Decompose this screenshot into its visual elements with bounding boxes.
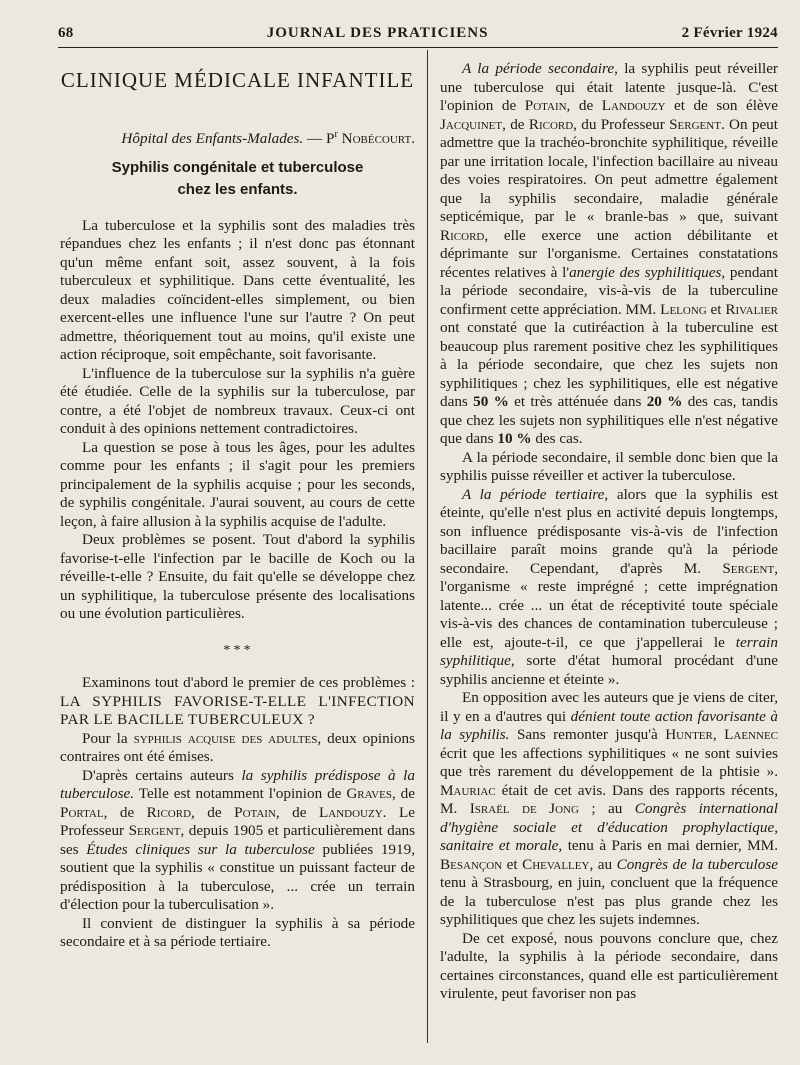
text-run: Sans remonter jusqu'à bbox=[509, 726, 666, 743]
paragraph: Deux problèmes se posent. Tout d'abord la syphilis favorise-t-elle l'infection par le bacille de Koch ou la réveille-t-elle ? Ensuite, du fait qu'elle se développe chez un syphilitique, la tuberculose présente des localisations ou une évolution particulières. bbox=[60, 531, 415, 623]
paragraph bbox=[440, 689, 778, 930]
bold-figure: 20 % bbox=[646, 393, 683, 410]
italic-run: dénient toute action favorisante à la syphilis. bbox=[440, 707, 779, 743]
text-run: , l'organisme « reste imprégné ; cette imprégnation latente... crée ... un état de réceptivité toute spéciale vis-à-vis des chances de contamination tuberculeuse ; elle est, ajoute-t-il, ce que j'appellerai le bbox=[440, 559, 778, 651]
text-run: Telle est notamment l'opinion de bbox=[134, 785, 347, 803]
professor-abbrev: r bbox=[334, 129, 338, 140]
text-run: . Le Professeur bbox=[60, 803, 415, 840]
text-run: publiées 1919, soutient que la syphilis « constitue un puissant facteur de prédisposition à la tuberculose, ... crée un terrain d'élection pour la tuberculisation ». bbox=[60, 840, 415, 914]
paragraph: De cet exposé, nous pouvons conclure que, chez l'adulte, la syphilis à la période secondaire, dans certaines circonstances, quand elle est particulièrement virulente, peut favoriser non pas bbox=[440, 929, 778, 1002]
author-ref: Besançon bbox=[440, 855, 503, 873]
italic-run: la syphilis prédispose à la tuberculose. bbox=[60, 766, 415, 803]
text-run: écrit que les affections syphilitiques « ne sont suivies que très rarement du développement de la phtisie ». bbox=[440, 744, 778, 780]
text-run: et très atténuée dans bbox=[508, 393, 647, 410]
author-ref: Chevalley bbox=[522, 855, 590, 873]
text-run: En opposition avec les auteurs que je viens de citer, il y en a d'autres qui bbox=[440, 689, 778, 725]
text-run: , bbox=[712, 726, 725, 743]
left-column bbox=[60, 58, 415, 1045]
text-run: , de bbox=[103, 803, 147, 821]
author-ref: Potain bbox=[524, 97, 567, 114]
text-run: , au bbox=[589, 855, 617, 873]
column-divider bbox=[427, 50, 428, 1043]
paragraph bbox=[440, 60, 778, 449]
text-run: et de son élève bbox=[665, 97, 778, 114]
text-run: , de bbox=[275, 803, 319, 821]
header-rule bbox=[58, 47, 778, 48]
text-run: , sorte d'état humoral procédant d'une syphilis ancienne et éteinte ». bbox=[440, 652, 778, 688]
author-ref: Landouzy bbox=[601, 97, 666, 114]
italic-run: Études cliniques sur la tuberculose bbox=[86, 840, 315, 858]
author-ref: Israël de Jong bbox=[469, 800, 579, 817]
hospital-dash: — P bbox=[303, 130, 335, 148]
text-run: , depuis 1905 et particulièrement dans ses bbox=[60, 822, 415, 858]
text-run: ont constaté que la cutiréaction à la tuberculine est beaucoup plus rarement positive chez les syphilitiques à la période secondaire, que chez les sujets non syphilitiques ; chez les syphilitiques, elle est négative dans bbox=[440, 319, 778, 410]
bold-figure: 50 % bbox=[473, 393, 509, 410]
text-run: et bbox=[706, 300, 726, 318]
paragraph: A la période secondaire, il semble donc bien que la syphilis puisse réveiller et activer la tuberculose. bbox=[440, 448, 778, 484]
text-run: ; au bbox=[578, 800, 635, 817]
italic-run: Congrès de la tuberculose bbox=[616, 855, 778, 873]
text-run: , de bbox=[391, 785, 415, 803]
author-ref: Graves bbox=[346, 785, 392, 803]
page-number: 68 bbox=[58, 24, 74, 41]
text-run: , tenu à Paris en mai dernier, MM. bbox=[558, 837, 778, 854]
text-run: , de bbox=[566, 97, 602, 114]
author-ref: Rivalier bbox=[725, 300, 779, 318]
italic-run: A la période secondaire bbox=[462, 60, 615, 77]
text-run: , deux opinions contraires ont été émises. bbox=[60, 729, 416, 766]
author-ref: Ricord bbox=[146, 803, 192, 821]
paragraph: La tuberculose et la syphilis sont des maladies très répandues chez les enfants ; il n'est donc pas étonnant qu'un même enfant soit, assez souvent, à la fois tuberculeux et syphilitique. Dans cette éventualité, les deux maladies coïncident-elles simplement, ou bien exercent-elles une influence l'une sur l'autre ? On peut admettre, théoriquement tout au moins, qu'il existe une action réciproque, soit empêchante, soit favorisante. bbox=[60, 216, 415, 364]
hospital-name: Hôpital des Enfants-Malades. bbox=[121, 130, 304, 148]
text-run: était de cet avis. Dans des rapports récents, M. bbox=[440, 781, 778, 817]
page-header bbox=[58, 20, 778, 46]
article-title-line2: chez les enfants. bbox=[177, 180, 298, 198]
author-ref: Portal bbox=[60, 803, 104, 821]
author-ref: Mauriac bbox=[440, 781, 496, 799]
italic-run: A la période tertiaire bbox=[462, 485, 605, 503]
author-ref: Jacquinet bbox=[440, 115, 503, 133]
author-ref: Potain bbox=[234, 803, 276, 821]
author-ref: Hunter bbox=[665, 726, 713, 743]
italic-run: terrain syphilitique bbox=[440, 633, 778, 669]
text-run: , alors que la syphilis est éteinte, qu'elle n'est plus en activité depuis longtemps, son influence prédisposante vis-à-vis de l'infection bacillaire paraît moins grande qu'à la période secondaire. Cependant, d'après M. bbox=[440, 485, 779, 577]
text-run: . On peut admettre que la trachéo-bronchite syphilitique, réveille par une irritation locale, l'infection bacillaire au niveau des voies respiratoires. On peut admettre également que la syphilis secondaire, maladie générale septicémique, par le « branle-bas » que, suivant bbox=[440, 115, 778, 225]
author-ref: Landouzy bbox=[319, 803, 383, 821]
italic-run: Congrès international d'hygiène sociale et d'éducation prophylactique, sanitaire et morale bbox=[440, 800, 778, 854]
text-run: , la syphilis peut réveiller une tuberculose qui était latente jusque-là. C'est l'opinion de bbox=[440, 60, 778, 114]
author-ref: Laennec bbox=[724, 726, 779, 743]
author-ref: Ricord bbox=[440, 226, 485, 244]
section-title: CLINIQUE MÉDICALE INFANTILE bbox=[60, 68, 415, 92]
author-ref: Sergent bbox=[128, 822, 181, 840]
question-intro: Examinons tout d'abord le premier de ces problèmes : bbox=[82, 674, 415, 692]
text-run: , du Professeur bbox=[573, 115, 670, 133]
text-run: , pendant la période secondaire, vis-à-vis de la tuberculine confirment cette appréciation. MM. bbox=[440, 263, 778, 318]
article-title bbox=[60, 157, 415, 201]
text-run: , de bbox=[502, 115, 529, 133]
text-run: des cas. bbox=[531, 430, 583, 447]
small-caps-run: syphilis acquise des adultes bbox=[133, 729, 318, 747]
bold-figure: 10 % bbox=[497, 430, 532, 447]
right-column bbox=[440, 60, 778, 1045]
paragraph bbox=[60, 767, 415, 915]
question-paragraph bbox=[60, 674, 415, 730]
text-run: , de bbox=[191, 803, 235, 821]
paragraph: La question se pose à tous les âges, pour les adultes comme pour les enfants ; il s'agit pour les premiers principalement de la syphilis acquise ; pour les seconds, de syphilis congénitale. J'aurai souvent, au cours de cette leçon, à faire allusion à la syphilis acquise de l'adulte. bbox=[60, 438, 415, 530]
section-separator: * * * bbox=[223, 642, 252, 658]
paragraph bbox=[60, 730, 415, 767]
issue-date: 2 Février 1924 bbox=[681, 24, 778, 41]
italic-run: anergie des syphilitiques bbox=[569, 263, 722, 281]
text-run: tenu à Strasbourg, en juin, concluent que la fréquence de la tuberculose n'est pas plus grande chez les syphilitiques que chez les sujets indemnes. bbox=[440, 874, 778, 928]
author-ref: Ricord bbox=[528, 115, 574, 133]
author-ref: Sergent bbox=[722, 559, 775, 577]
hospital-line bbox=[60, 126, 415, 149]
text-run: , elle exerce une action débilitante et déprimante sur l'organisme. Certaines constatations récentes relatives à l' bbox=[440, 226, 778, 281]
author-name: Nobécourt. bbox=[337, 130, 415, 148]
question-heading: LA SYPHILIS FAVORISE-T-ELLE L'INFECTION PAR LE BACILLE TUBERCULEUX ? bbox=[60, 692, 415, 729]
text-run: des cas, tandis que chez les sujets non syphilitiques elle n'est négative que dans bbox=[440, 393, 779, 447]
text-run: D'après certains auteurs bbox=[82, 766, 242, 784]
paragraph bbox=[440, 486, 778, 690]
journal-title: JOURNAL DES PRATICIENS bbox=[266, 24, 489, 41]
author-ref: Sergent bbox=[669, 115, 721, 133]
paragraph: L'influence de la tuberculose sur la syphilis n'a guère été étudiée. Celle de la syphilis sur la tuberculose, par contre, a été l'objet de nombreux travaux. Ceux-ci ont conduit à des opinions nettement contradictoires. bbox=[60, 364, 415, 438]
text-run: Pour la bbox=[82, 729, 134, 747]
text-run: et bbox=[502, 855, 523, 873]
article-title-line1: Syphilis congénitale et tuberculose bbox=[111, 158, 364, 176]
author-ref: Lelong bbox=[660, 300, 707, 318]
paragraph: Il convient de distinguer la syphilis à sa période secondaire et à sa période tertiaire. bbox=[60, 914, 415, 951]
